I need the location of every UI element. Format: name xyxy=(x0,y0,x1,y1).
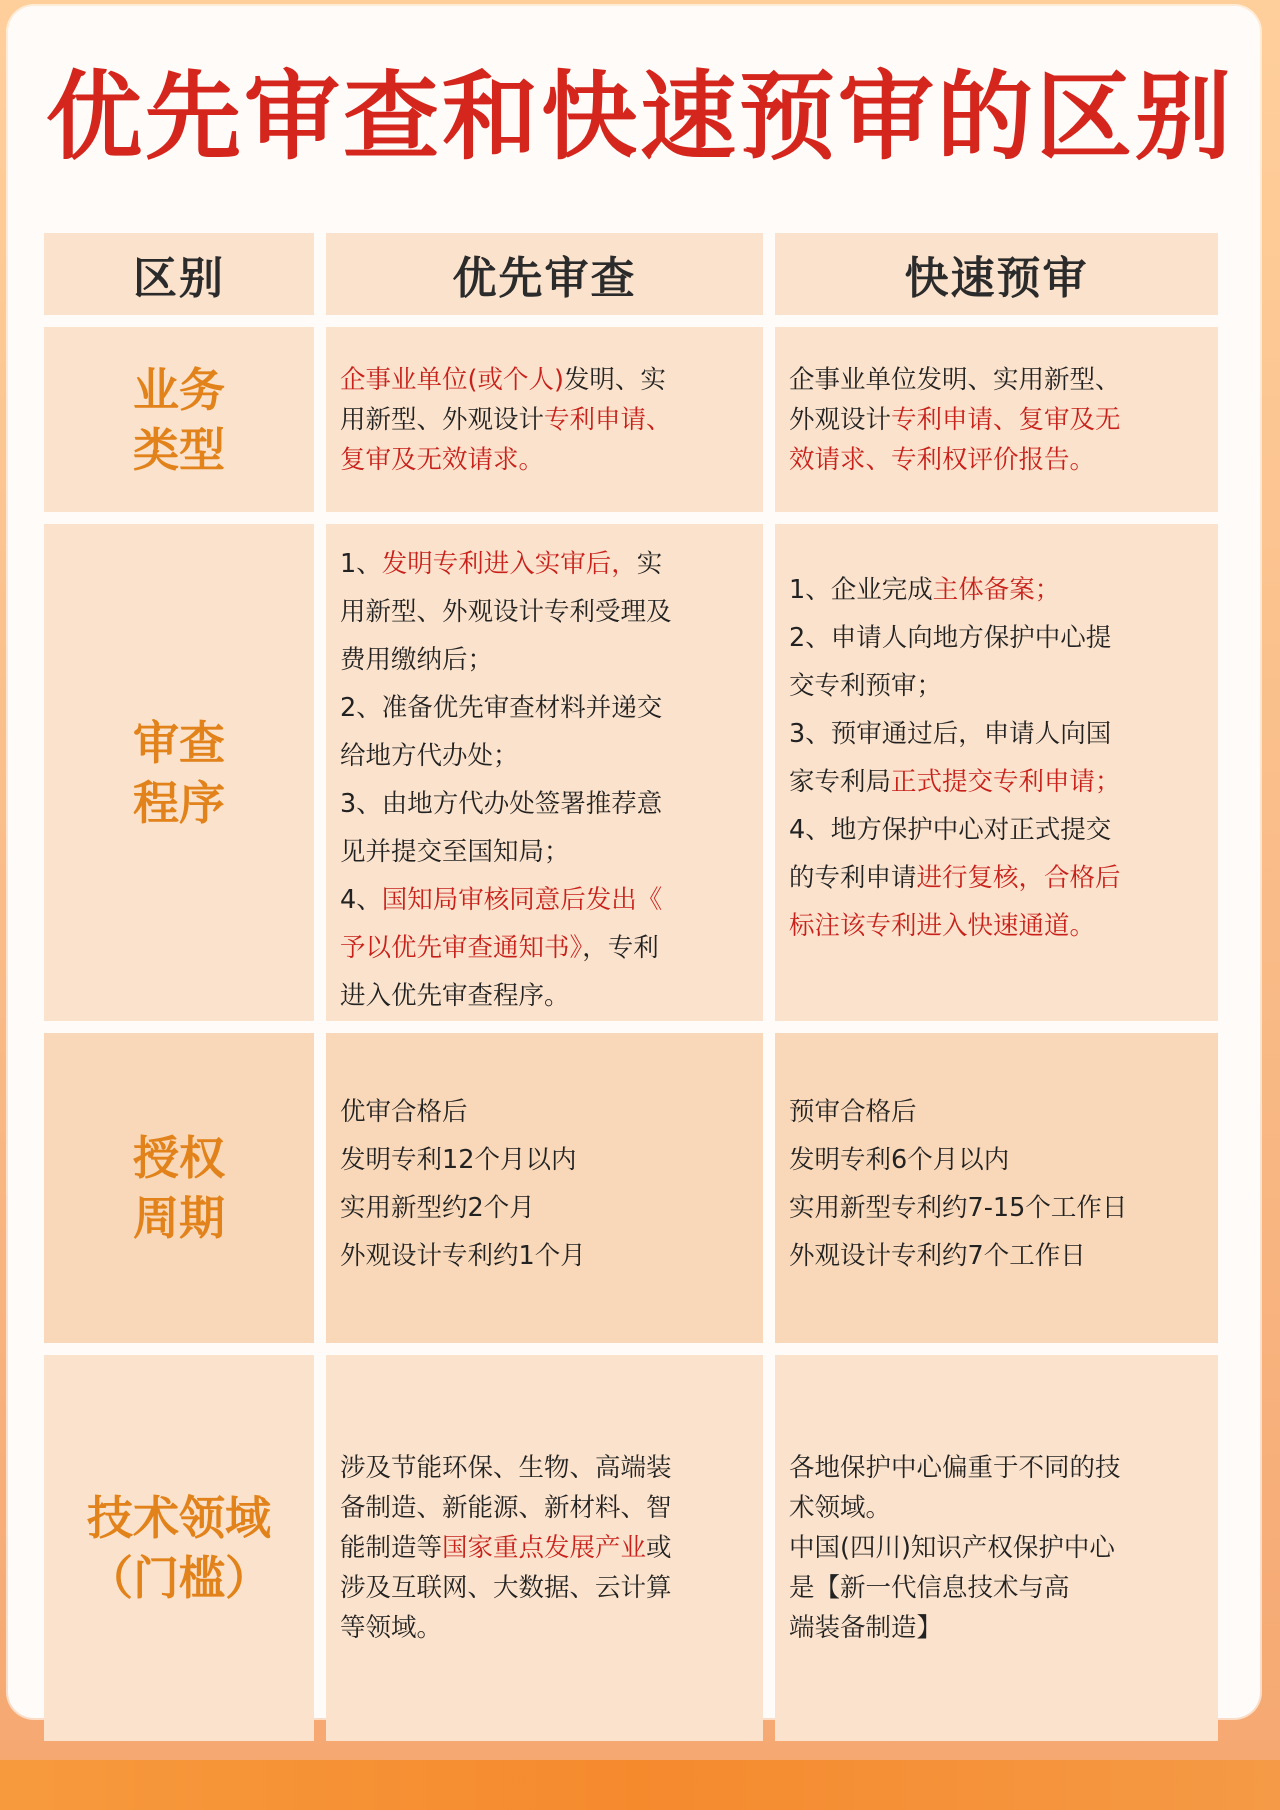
priority-business-type-cell xyxy=(326,327,763,512)
highlight-text: 发明专利进入实审后， xyxy=(381,549,637,579)
cell-line xyxy=(789,1608,1206,1648)
body-text: 发明专利6个月以内 xyxy=(789,1145,1010,1175)
body-text: 中国(四川)知识产权保护中心 xyxy=(789,1533,1115,1563)
body-text: 术领域。 xyxy=(789,1493,892,1523)
cell-line xyxy=(789,1568,1206,1608)
highlight-text: 国家重点发展产业 xyxy=(442,1533,647,1563)
body-text: 4、地方保护中心对正式提交 xyxy=(789,815,1112,845)
cell-line xyxy=(340,1236,751,1284)
cell-line xyxy=(340,544,751,592)
highlight-text: 主体备案； xyxy=(932,575,1061,605)
row-label-business-type xyxy=(44,327,314,512)
page-title: 优先审查和快速预审的区别 xyxy=(46,61,1234,173)
cell-line xyxy=(340,1488,751,1528)
cell-line xyxy=(789,762,1206,810)
cell-line xyxy=(789,666,1206,714)
cell-line xyxy=(340,592,751,640)
fast-grant-period-cell xyxy=(775,1033,1218,1343)
highlight-text: 专利申请、 xyxy=(544,404,672,435)
bottom-band xyxy=(0,1760,1280,1810)
row-label-line: 授权 xyxy=(133,1131,225,1185)
body-text: 实 xyxy=(636,549,663,579)
fast-business-type-cell xyxy=(775,327,1218,512)
cell-line xyxy=(340,640,751,688)
cell-line xyxy=(789,570,1206,618)
header-fast-prereview: 快速预审 xyxy=(775,233,1218,315)
cell-line xyxy=(789,1236,1206,1284)
body-text: 的专利申请 xyxy=(789,863,917,893)
cell-line xyxy=(789,1140,1206,1188)
cell-line xyxy=(789,714,1206,762)
body-text: 实用新型专利约7-15个工作日 xyxy=(789,1193,1128,1223)
row-label-line: （门槛） xyxy=(87,1551,271,1605)
row-label-line: 技术领域 xyxy=(87,1491,271,1545)
body-text: 用新型、外观设计 xyxy=(340,404,545,435)
cell-line xyxy=(340,360,751,400)
body-text: 2、准备优先审查材料并递交 xyxy=(340,693,663,723)
highlight-text: 国知局审核同意后发出《 xyxy=(381,885,663,915)
body-text: 或 xyxy=(646,1533,672,1563)
cell-line xyxy=(789,1488,1206,1528)
body-text: 3、由地方代办处签署推荐意 xyxy=(340,789,663,819)
row-label-technical-field xyxy=(44,1355,314,1741)
cell-line xyxy=(789,906,1206,954)
body-text: 端装备制造】 xyxy=(789,1613,943,1643)
body-text: 外观设计专利约1个月 xyxy=(340,1241,586,1271)
cell-line xyxy=(340,1528,751,1568)
body-text: 实用新型约2个月 xyxy=(340,1193,535,1223)
body-text: 能制造等 xyxy=(340,1533,443,1563)
body-text: 预审合格后 xyxy=(789,1097,917,1127)
priority-grant-period-cell xyxy=(326,1033,763,1343)
cell-line xyxy=(340,1140,751,1188)
body-text: 见并提交至国知局； xyxy=(340,837,570,867)
highlight-text: 复审及无效请求。 xyxy=(340,444,545,475)
cell-line xyxy=(340,976,751,1024)
highlight-text: 进行复核，合格后 xyxy=(916,863,1121,893)
cell-line xyxy=(340,1092,751,1140)
body-text: 费用缴纳后； xyxy=(340,645,494,675)
cell-line xyxy=(340,880,751,928)
body-text: 发明、实 xyxy=(563,364,666,395)
body-text: 4、 xyxy=(340,885,382,915)
cell-line xyxy=(789,858,1206,906)
priority-technical-field-cell xyxy=(326,1355,763,1741)
body-text: 发明专利12个月以内 xyxy=(340,1145,577,1175)
body-text: 1、企业完成 xyxy=(789,575,933,605)
cell-line xyxy=(340,400,751,440)
cell-line xyxy=(789,440,1206,480)
body-text: 是【新一代信息技术与高 xyxy=(789,1573,1070,1603)
body-text: 涉及互联网、大数据、云计算 xyxy=(340,1573,672,1603)
body-text: 企事业单位发明、实用新型、 xyxy=(789,364,1121,395)
comparison-table xyxy=(44,233,1216,1741)
cell-line xyxy=(789,810,1206,858)
body-text: 进入优先审查程序。 xyxy=(340,981,570,1011)
body-text: 用新型、外观设计专利受理及 xyxy=(340,597,672,627)
priority-review-procedure-cell xyxy=(326,524,763,1021)
body-text: 外观设计专利约7个工作日 xyxy=(789,1241,1086,1271)
header-diff: 区别 xyxy=(44,233,314,315)
row-label-line: 类型 xyxy=(133,422,225,477)
cell-line xyxy=(340,1568,751,1608)
body-text: 涉及节能环保、生物、高端装 xyxy=(340,1453,672,1483)
body-text: 2、申请人向地方保护中心提 xyxy=(789,623,1112,653)
row-label-line: 周期 xyxy=(133,1191,225,1245)
cell-line xyxy=(340,1448,751,1488)
cell-line xyxy=(340,784,751,832)
highlight-text: 正式提交专利申请； xyxy=(891,767,1121,797)
body-text: 各地保护中心偏重于不同的技 xyxy=(789,1453,1121,1483)
highlight-text: 效请求、专利权评价报告。 xyxy=(789,444,1096,475)
body-text: 给地方代办处； xyxy=(340,741,519,771)
cell-line xyxy=(340,736,751,784)
highlight-text: 予以优先审查通知书》 xyxy=(340,933,583,963)
cell-line xyxy=(340,928,751,976)
cell-line xyxy=(340,1188,751,1236)
cell-line xyxy=(789,618,1206,666)
body-text: 外观设计 xyxy=(789,404,892,435)
highlight-text: 专利申请、复审及无 xyxy=(891,404,1121,435)
highlight-text: 企事业单位(或个人) xyxy=(340,364,564,395)
row-label-grant-period xyxy=(44,1033,314,1343)
cell-line xyxy=(340,1608,751,1648)
body-text: 优审合格后 xyxy=(340,1097,468,1127)
body-text: 1、 xyxy=(340,549,382,579)
cell-line xyxy=(789,360,1206,400)
body-text: 等领域。 xyxy=(340,1613,443,1643)
cell-line xyxy=(340,688,751,736)
row-label-review-procedure xyxy=(44,524,314,1021)
cell-line xyxy=(789,1092,1206,1140)
body-text: ，专利 xyxy=(582,933,659,963)
header-priority-review: 优先审查 xyxy=(326,233,763,315)
cell-line xyxy=(340,440,751,480)
highlight-text: 标注该专利进入快速通道。 xyxy=(789,911,1096,941)
row-label-line: 程序 xyxy=(133,775,225,830)
cell-line xyxy=(789,1188,1206,1236)
cell-line xyxy=(789,400,1206,440)
row-label-line: 审查 xyxy=(133,715,225,770)
body-text: 3、预审通过后，申请人向国 xyxy=(789,719,1112,749)
body-text: 家专利局 xyxy=(789,767,892,797)
fast-review-procedure-cell xyxy=(775,524,1218,1021)
cell-line xyxy=(789,1448,1206,1488)
cell-line xyxy=(789,1528,1206,1568)
cell-line xyxy=(340,832,751,880)
body-text: 备制造、新能源、新材料、智 xyxy=(340,1493,672,1523)
fast-technical-field-cell xyxy=(775,1355,1218,1741)
row-label-line: 业务 xyxy=(133,362,225,417)
body-text: 交专利预审； xyxy=(789,671,943,701)
